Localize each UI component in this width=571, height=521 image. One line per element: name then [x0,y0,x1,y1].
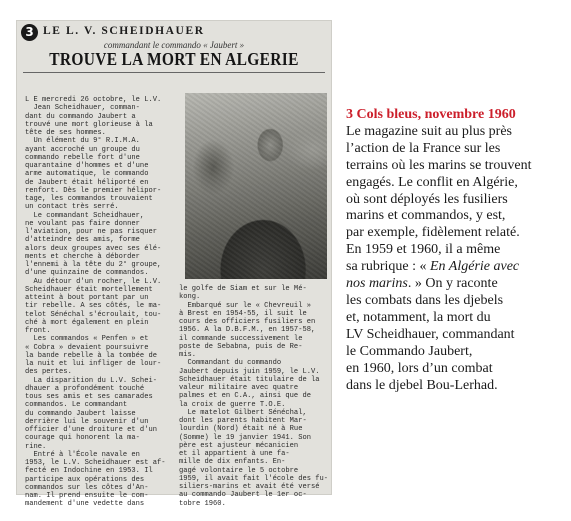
caption-line [346,259,551,276]
caption-line: le Commando Jaubert, [346,343,473,359]
caption-number: 3 [346,107,353,122]
newspaper-clipping [17,21,331,509]
article-right-column: le golfe de Siam et sur le Mé- kong. Embarqué sur le « Chevreuil » à Brest en 1954-55, il suit le cours des officiers fusiliers en 1956. A la D.B.F.M., en 1957-58, il commande successivement le poste de Sebabna, puis de Re- mis. Commandant du commando Jaubert depuis juin 1959, le L.V. Scheidhauer était titulaire de la valeur militaire avec quatre palmes et en C.A., ainsi que de la croix de guerre T.O.E. Le matelot Gilbert Sénéchal, dont les parents habitent Mar- lourdin (Nord) était né à Rue (Somme) le 19 janvier 1941. Son père est ajusteur mécanicien et il appartient à une fa- mille de dix enfants. En- gagé volontaire le 5 octobre 1959, il avait fait l'école des fu- siliers-marins et avait été versé au commando Jaubert le 1er oc- tobre 1960. [179,285,328,508]
officer-photo [185,93,327,279]
caption-line: où sont déployés les fusiliers [346,191,508,207]
clipping-headline-top: LE L. V. SCHEIDHAUER [43,25,205,37]
figure-number-badge: 3 [21,24,38,41]
caption-line: dans le djebel Bou-Lerhad. [346,377,498,393]
caption-line: terrains où les marins se trouvent [346,157,532,173]
caption-rubric-title: En Algérie avec [429,259,520,275]
caption-line: marins et commandos, y est, [346,208,506,224]
caption-line: les combats dans les djebels [346,292,504,308]
headline-rule [23,72,325,73]
caption-line [346,276,551,293]
article-left-column: L E mercredi 26 octobre, le L.V. Jean Scheidhauer, comman- dant du commando Jaubert a trouvé une mort glorieuse à la tête de ses hommes. Un élément du 9° R.I.M.A. ayant accroché un groupe du commando rebelle fort d'une quarantaine d'hommes et d'une arme automatique, le commando de Jaubert était héliporté en renfort. Dès le premier hélipor- tage, les commandos trouvaient un contact très serré. Le commandant Scheidhauer, ne voulant pas faire donner l'aviation, pour ne pas risquer d'atteindre des amis, forme alors deux groupes avec ses élé- ments et cherche à déborder l'ennemi à la tête du 2° groupe, d'une quinzaine de commandos. Au détour d'un rocher, le L.V. Scheidhauer était mortellement atteint à bout portant par un tir rebelle. A ses côtés, le ma- telot Sénéchal s'écroulait, tou- ché à mort également en plein front. Les commandos « Penfen » et « Cobra » devaient poursuivre la bande rebelle à la tombée de la nuit et lui infliger de lour- des pertes. La disparition du L.V. Schei- dhauer a profondément touché tous ses amis et ses camarades commandos. Le commandant du commando Jaubert laisse derrière lui le souvenir d'un officier d'une droiture et d'un courage qui honorent la ma- rine. Entré à l'École navale en 1953, le L.V. Scheidhauer est af- fecté en Indochine en 1953. Il participe aux opérations des commandos sur les côtes d'An- nam. Il prend ensuite le com- mandement d'une vedette dans [25,96,166,509]
caption-title: Cols bleus, novembre 1960 [356,107,516,122]
caption-line: et, notamment, la mort du [346,309,491,325]
caption-line: LV Scheidhauer, commandant [346,326,515,342]
caption-rubric-prefix: sa rubrique : « [346,259,430,275]
caption-rubric-suffix: . » On y raconte [407,276,498,292]
caption-line: en 1960, lors d’un combat [346,360,493,376]
caption-line: Le magazine suit au plus près [346,123,513,139]
caption-line: En 1959 et 1960, il a même [346,242,501,258]
caption-block [346,107,551,394]
caption-line: l’action de la France sur les [346,140,501,156]
caption-rubric-title-cont: nos marins [346,276,408,292]
caption-line: engagés. Le conflit en Algérie, [346,174,518,190]
clipping-headline-main: TROUVE LA MORT EN ALGERIE [49,50,299,70]
caption-line: par exemple, fidèlement relaté. [346,225,520,241]
caption-title-line [346,107,551,124]
clipping-subhead: commandant le commando « Jaubert » [103,40,245,50]
